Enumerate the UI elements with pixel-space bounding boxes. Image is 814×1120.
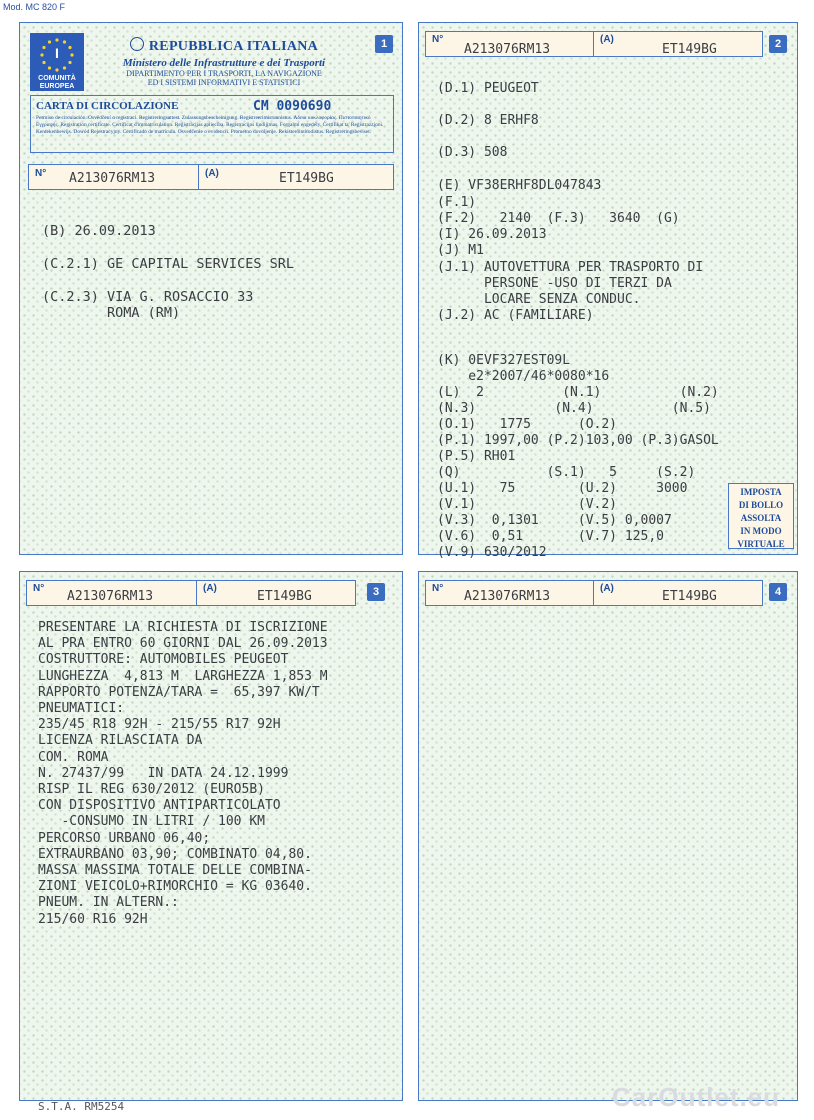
plate-box	[198, 164, 394, 190]
field-line: MASSA MASSIMA TOTALE DELLE COMBINA-	[38, 863, 312, 878]
a-label: (A)	[600, 583, 614, 594]
eu-text: EUROPEA	[39, 83, 75, 90]
plate-box	[593, 31, 763, 57]
field-line: AL PRA ENTRO 60 GIORNI DAL 26.09.2013	[38, 636, 328, 652]
field-line: (C.2.1) GE CAPITAL SERVICES SRL	[42, 256, 294, 272]
carta-title: CARTA DI CIRCOLAZIONE	[36, 100, 179, 112]
plate: ET149BG	[662, 589, 717, 604]
bollo-line: DI BOLLO	[738, 500, 784, 510]
no-label: N°	[432, 34, 444, 45]
field-line: LUNGHEZZA 4,813 M LARGHEZZA 1,853 M	[38, 668, 328, 684]
bollo-line: IMPOSTA	[740, 487, 782, 497]
doc-number: A213076RM13	[69, 171, 156, 186]
republic-title: REPUBBLICA ITALIANA	[148, 39, 319, 54]
field-line: (F.1)	[437, 195, 477, 210]
field-line: (F.2) 2140 (F.3) 3640 (G)	[437, 211, 680, 226]
panel-1	[19, 22, 403, 555]
field-line: e2*2007/46*0080*16	[437, 369, 610, 384]
field-line: (V.3) 0,1301 (V.5) 0,0007	[437, 513, 672, 528]
carta-code: CM 0090690	[253, 99, 332, 114]
bollo-box	[728, 483, 794, 549]
field-line: (P.1) 1997,00 (P.2)103,00 (P.3)GASOL	[437, 433, 719, 448]
field-line: -CONSUMO IN LITRI / 100 KM	[38, 814, 265, 830]
field-line: (U.1) 75 (U.2) 3000	[437, 481, 688, 496]
panel-3	[19, 571, 403, 1101]
a-label: (A)	[205, 168, 219, 179]
carta-translations: Permiso de circulación. Osvědčení o registraci. Registreringsattest. Zulassungsbescheinigung. Registreerimistunnistus. Άδεια κυκλοφορίας. Πιστοποιητικό Εγγραφής. Registration certificate. Certificat d'immatriculation. Reģistrācijas apliecība. Registracijos liudijimas. Forgalmi engedély. Ċertifikat ta' Reġistrazzjoni. Kentekenbewijs. Dowód Rejestracyjny. Certificado de matrícula. Osvedčenie o evidencii. Prometno dovoljenje. Rekisteröintitodistus. Registreringsbeviset.	[36, 115, 384, 135]
field-line: (D.3) 508	[437, 145, 508, 160]
field-line: PERCORSO URBANO 06,40;	[38, 830, 211, 846]
panel-number: 4	[769, 583, 787, 601]
a-label: (A)	[203, 583, 217, 594]
field-line: N. 27437/99 IN DATA 24.12.1999	[38, 765, 289, 781]
emblem-icon	[130, 37, 144, 51]
field-line: (N.3) (N.4) (N.5)	[437, 401, 711, 416]
field-line: ROMA (RM)	[42, 305, 181, 321]
bollo-line: IN MODO	[740, 526, 782, 536]
field-line: (J.1) AUTOVETTURA PER TRASPORTO DI	[437, 260, 704, 275]
panel-2	[418, 22, 798, 560]
header	[90, 33, 358, 91]
doc-number: A213076RM13	[464, 42, 551, 57]
field-line: PERSONE -USO DI TERZI DA	[437, 276, 672, 291]
field-line: 235/45 R18 92H - 215/55 R17 92H	[38, 717, 281, 733]
field-line: (E) VF38ERHF8DL047843	[437, 178, 602, 193]
field-line: (L) 2 (N.1) (N.2)	[437, 385, 719, 400]
doc-number-box	[26, 580, 200, 606]
panel-number: 3	[367, 583, 385, 601]
no-label: N°	[35, 168, 47, 179]
field-line: LICENZA RILASCIATA DA	[38, 733, 203, 749]
field-line: EXTRAURBANO 03,90; COMBINATO 04,80.	[38, 846, 312, 862]
field-line: RISP IL REG 630/2012 (EURO5B)	[38, 782, 265, 797]
field-line: (D.2) 8 ERHF8	[437, 113, 539, 128]
field-line: PRESENTARE LA RICHIESTA DI ISCRIZIONE	[38, 620, 328, 635]
field-line: (C.2.3) VIA G. ROSACCIO 33	[42, 289, 254, 305]
eu-text: COMUNITÀ	[38, 75, 76, 82]
field-line: 215/60 R16 92H	[38, 911, 148, 927]
watermark: CarOutlet.eu	[612, 1082, 781, 1112]
plate: ET149BG	[662, 42, 717, 57]
field-line: COM. ROMA	[38, 749, 109, 765]
doc-number-box	[425, 31, 595, 57]
field-line: (V.6) 0,51 (V.7) 125,0	[437, 529, 664, 544]
field-line: (P.5) RH01	[437, 449, 516, 464]
field-line: CON DISPOSITIVO ANTIPARTICOLATO	[38, 798, 281, 814]
plate: ET149BG	[257, 589, 312, 604]
bollo-line: VIRTUALE	[737, 539, 785, 549]
panel-number: 1	[375, 35, 393, 53]
eu-flag	[30, 33, 84, 91]
plate: ET149BG	[279, 171, 334, 186]
doc-number: A213076RM13	[464, 589, 551, 604]
no-label: N°	[33, 583, 45, 594]
country-letter: I	[55, 45, 59, 61]
field-line: (I) 26.09.2013	[437, 227, 547, 242]
department: ED I SISTEMI INFORMATIVI E STATISTICI	[147, 78, 301, 87]
field-line: (V.1) (V.2)	[437, 497, 618, 512]
a-label: (A)	[600, 34, 614, 45]
no-label: N°	[432, 583, 444, 594]
field-line: COSTRUTTORE: AUTOMOBILES PEUGEOT	[38, 652, 289, 668]
field-line: (V.9) 630/2012	[437, 545, 547, 560]
field-line: (B) 26.09.2013	[42, 223, 156, 239]
ministry: Ministero delle Infrastrutture e dei Trasporti	[122, 57, 326, 69]
field-line: (Q) (S.1) 5 (S.2)	[437, 465, 696, 480]
field-line: PNEUMATICI:	[38, 701, 125, 716]
plate-box	[196, 580, 356, 606]
field-line: (O.1) 1775 (O.2)	[437, 417, 618, 432]
field-line: ZIONI VEICOLO+RIMORCHIO = KG 03640.	[38, 879, 312, 895]
panel-number: 2	[769, 35, 787, 53]
field-line: RAPPORTO POTENZA/TARA = 65,397 KW/T	[38, 684, 320, 700]
field-line: PNEUM. IN ALTERN.:	[38, 895, 179, 911]
doc-number-box	[425, 580, 595, 606]
carta-box	[30, 95, 394, 153]
form-code: Mod. MC 820 F	[3, 2, 66, 12]
plate-box	[593, 580, 763, 606]
footer-code: S.T.A. RM5254	[38, 1100, 125, 1113]
doc-number: A213076RM13	[67, 589, 154, 604]
field-line: LOCARE SENZA CONDUC.	[437, 292, 641, 307]
field-line: (K) 0EVF327EST09L	[437, 353, 571, 368]
field-line: (J) M1	[437, 243, 484, 258]
field-line: (D.1) PEUGEOT	[437, 81, 539, 96]
bollo-line: ASSOLTA	[740, 513, 782, 523]
field-line: (J.2) AC (FAMILIARE)	[437, 308, 594, 323]
doc-number-box	[28, 164, 206, 190]
panel-4	[418, 571, 798, 1101]
department: DIPARTIMENTO PER I TRASPORTI, LA NAVIGAZIONE	[126, 69, 322, 78]
